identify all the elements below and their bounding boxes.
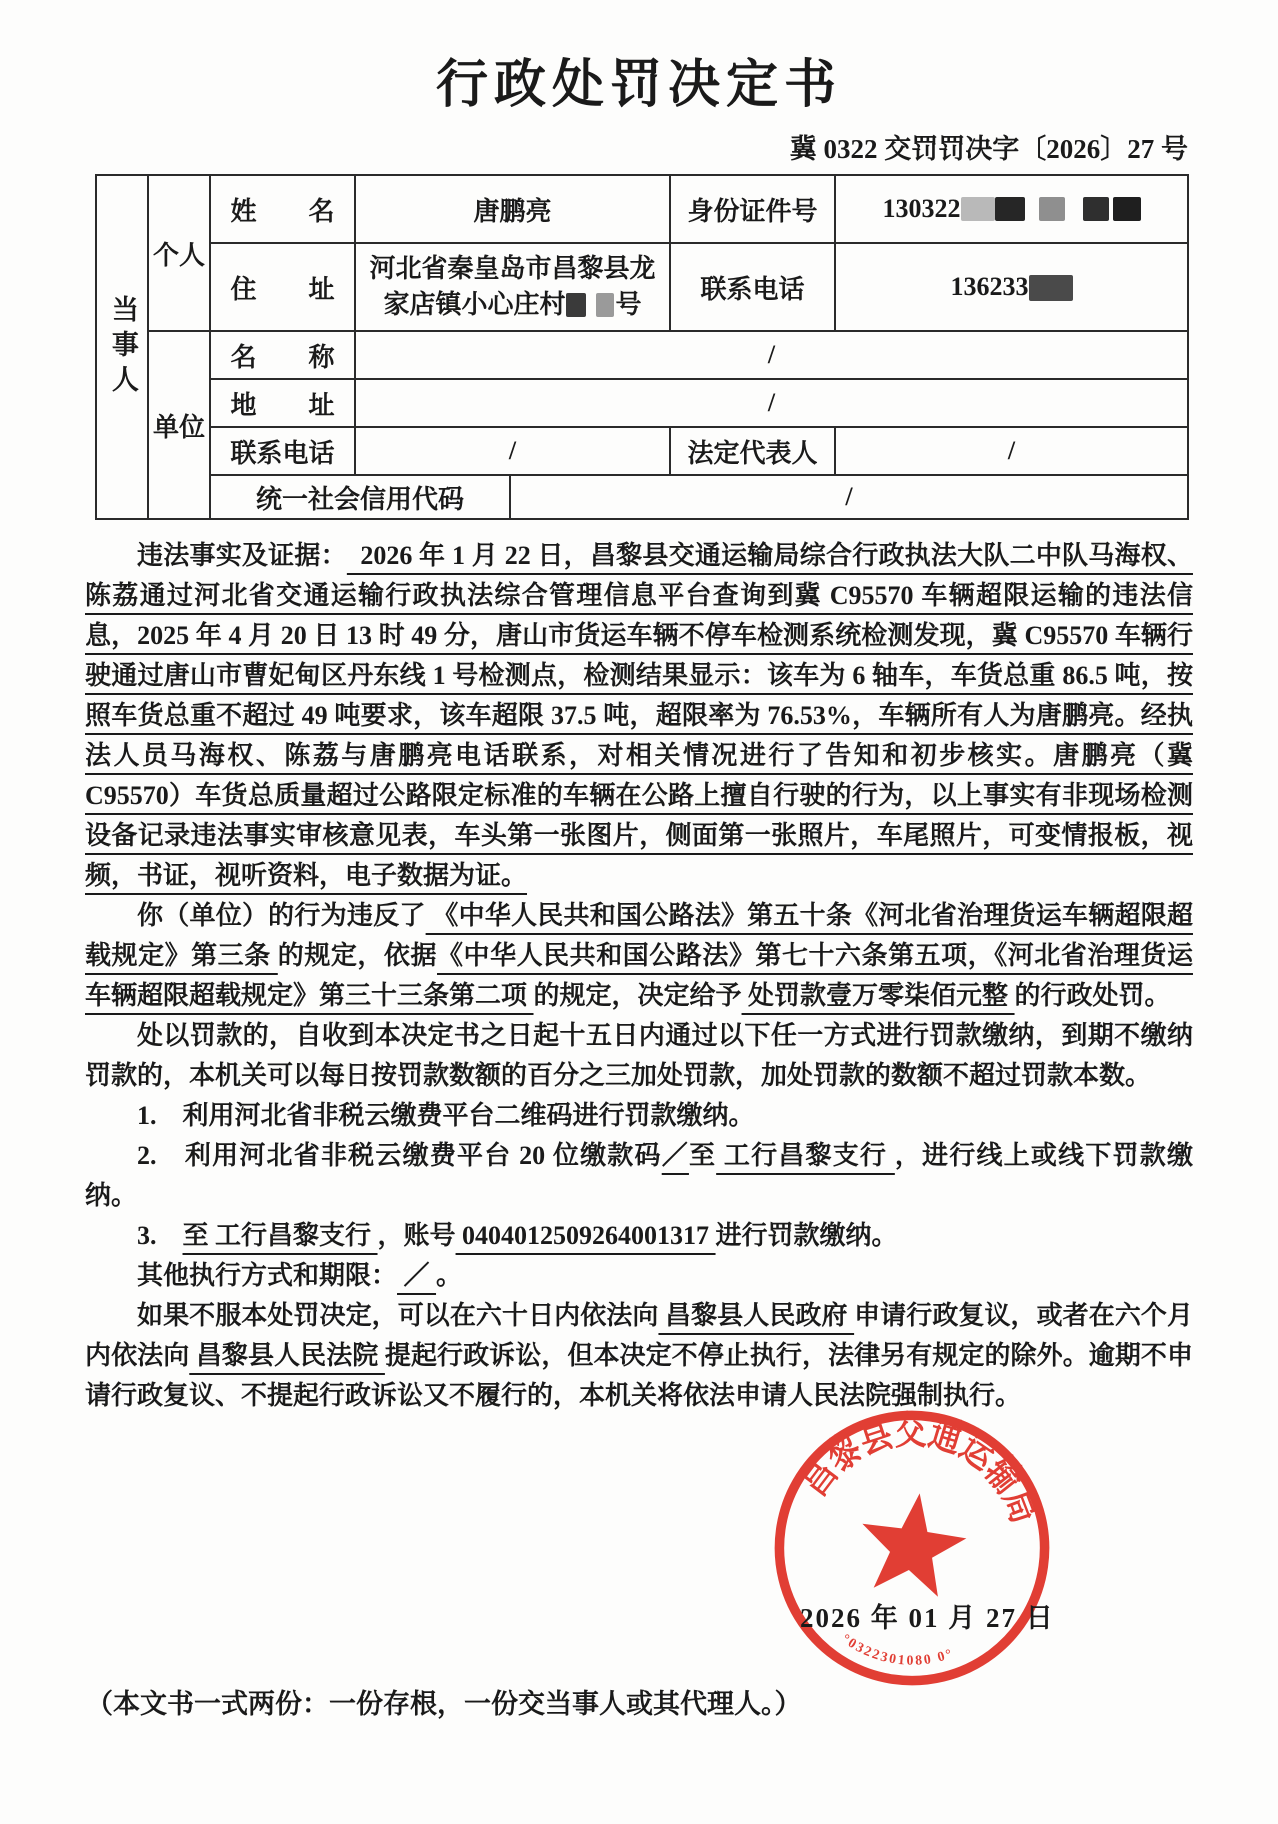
official-seal [754,1390,1070,1706]
filled-blank-text: ／ [661,1141,689,1170]
body-text-segment: 的行政处罚。 [1014,981,1171,1010]
body-text-segment: 进行罚款缴纳。 [715,1221,898,1250]
address-line1: 河北省秦皇岛市昌黎县龙 [369,254,656,283]
decision-date: 2026 年 01 月 27 日 [800,1603,1055,1633]
address-label: 住 址 [210,243,355,331]
body-paragraph [85,536,1193,896]
body-paragraph [85,1216,1193,1256]
redaction-block [566,293,586,317]
body-text-segment: 处以罚款的，自收到本决定书之日起十五日内通过以下任一方式进行罚款缴纳，到期不缴纳罚款的，本机关可以每日按罚款数额的百分之三加处罚款，加处罚款的数额不超过罚款本数。 [85,1021,1193,1090]
phone-value-cell [835,243,1188,331]
body-text-segment: ，账号 [377,1221,456,1250]
id-label: 身份证件号 [670,175,835,243]
unit-address-label: 地 址 [210,379,355,427]
body-text-segment: 提起行政诉讼，但本决定不停止执行，法律另有规定的除外。逾期不申请行政复议、不提起行政诉讼又不履行的，本机关将依法申请人民法院强制执行。 [85,1341,1193,1410]
body-text-segment: 违法事实及证据： [137,541,347,570]
redaction-block [1039,197,1065,221]
party-side-label-cell [96,175,148,519]
body-text-segment: 你（单位）的行为违反了 [137,901,426,930]
filled-blank-text: 至 工行昌黎支行 [182,1221,378,1250]
phone-value: 136233 [950,272,1029,301]
id-value-cell [835,175,1188,243]
body-text-segment: ，进行线上或线下罚款缴纳。 [85,1141,1193,1210]
legal-rep-value: / [835,427,1188,475]
seal-org-text: 昌黎县交通运输局 [792,1409,1050,1536]
filled-blank-text: 昌黎县人民法院 [189,1341,385,1370]
unit-phone-value: / [355,427,670,475]
party-side-label: 当事人 [107,294,138,400]
seal-serial-text: °0322301080 0° [839,1630,956,1668]
footer-note: （本文书一式两份：一份存根，一份交当事人或其代理人。） [86,1689,802,1719]
filled-blank-text: 工行昌黎支行 [716,1141,895,1170]
seal-star-icon [854,1486,972,1599]
filled-blank-text: 0404012509264001317 [455,1221,716,1250]
body-text-segment: 至 [688,1141,717,1170]
party-info-table [95,174,1189,520]
id-value: 130322 [882,194,961,223]
unit-name-value: / [355,331,1188,379]
filled-blank-text: 2026 年 1 月 22 日，昌黎县交通运输局综合行政执法大队二中队马海权、陈荔通过河北省交通运输行政执法综合管理信息平台查询到冀 C95570 车辆超限运输的违法信息，2025 年 4 月 20 日 13 时 49 分，唐山市货运车辆不停车检测系统检测发现，冀 C95570 车辆行驶通过唐山市曹妃甸区丹东线 1 号检测点，检测结果显示：该车为 6 轴车，车货总重 86.5 吨，按照车货总重不超过 49 吨要求，该车超限 37.5 吨，超限率为 76.53%，车辆所有人为唐鹏亮。经执法人员马海权、陈荔与唐鹏亮电话联系，对相关情况进行了告知和初步核实。唐鹏亮（冀 C95570）车货总质量超过公路限定标准的车辆在公路上擅自行驶的行为，以上事实有非现场检测设备记录违法事实审核意见表，车头第一张图片，侧面第一张照片，车尾照片，可变情报板，视频，书证，视听资料，电子数据为证。 [85,541,1193,890]
unit-group-label: 单位 [148,331,210,519]
filled-blank-text: 《中华人民共和国公路法》第五十条《河北省治理货运车辆超限超载规定》第三条 [85,901,1193,970]
name-value: 唐鹏亮 [355,175,670,243]
redaction-block [1083,197,1109,221]
document-body [85,536,1193,1416]
body-paragraph [85,1096,1193,1136]
body-text-segment: 1. 利用河北省非税云缴费平台二维码进行罚款缴纳。 [137,1101,755,1130]
credit-code-value: / [510,475,1188,519]
body-paragraph [85,1256,1193,1296]
address-line2-suffix: 号 [615,290,642,319]
redaction-block [995,197,1025,221]
document-number: 冀 0322 交罚罚决字〔2026〕27 号 [789,134,1188,164]
address-value-cell [355,243,670,331]
body-paragraph [85,1136,1193,1216]
filled-blank-text: 处罚款壹万零柒佰元整 [741,981,1015,1010]
unit-phone-label: 联系电话 [210,427,355,475]
body-text-segment: 其他执行方式和期限： [137,1261,398,1290]
redaction-block [961,197,995,221]
document-title: 行政处罚决定书 [435,57,842,114]
body-text-segment: 3. [137,1221,183,1250]
redaction-block [1029,275,1073,301]
body-text-segment: 申请行政复议，或者在六个月内依法向 [85,1301,1193,1370]
redaction-block [596,293,614,317]
filled-blank-text: 昌黎县人民政府 [658,1301,855,1330]
body-text-segment: 。 [436,1261,463,1290]
body-paragraph [85,1016,1193,1096]
body-text-segment: 的规定，依据 [277,941,437,970]
unit-address-value: / [355,379,1188,427]
person-group-label: 个人 [148,175,210,331]
filled-blank-text: ／ [397,1261,437,1290]
redaction-block [1113,197,1141,221]
phone-label: 联系电话 [670,243,835,331]
unit-name-label: 名 称 [210,331,355,379]
body-paragraph [85,1296,1193,1416]
legal-rep-label: 法定代表人 [670,427,835,475]
address-line2: 家店镇小心庄村 [383,290,566,319]
name-label: 姓 名 [210,175,355,243]
body-text-segment: 2. 利用河北省非税云缴费平台 20 位缴款码 [137,1141,662,1170]
body-text-segment: 的规定，决定给予 [533,981,742,1010]
body-paragraph [85,896,1193,1016]
body-text-segment: 如果不服本处罚决定，可以在六十日内依法向 [137,1301,659,1330]
credit-code-label: 统一社会信用代码 [210,475,510,519]
filled-blank-text: 《中华人民共和国公路法》第七十六条第五项，《河北省治理货运车辆超限超载规定》第三十三条第二项 [85,941,1193,1010]
